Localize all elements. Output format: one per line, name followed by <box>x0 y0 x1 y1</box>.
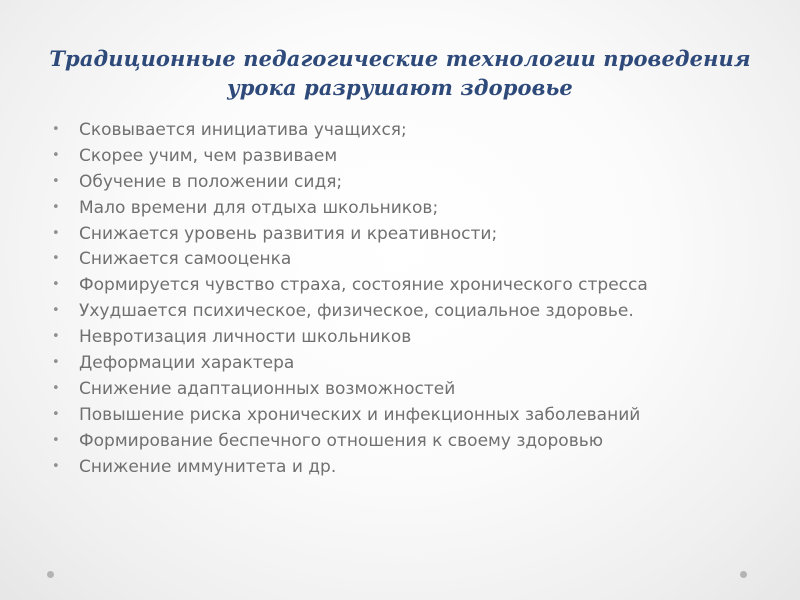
bullet-text: Обучение в положении сидя; <box>79 171 343 192</box>
bullet-item <box>52 404 752 427</box>
bullet-icon: • <box>52 122 60 137</box>
slide-title-line-2: урока разрушают здоровье <box>227 75 573 100</box>
bullet-icon: • <box>52 199 60 215</box>
bullet-item <box>52 456 752 479</box>
bullet-item <box>52 223 752 246</box>
bullet-item <box>52 274 752 297</box>
bullet-text: Повышение риска хронических и инфекционных заболеваний <box>79 404 641 425</box>
bullet-icon: • <box>52 147 60 163</box>
bullet-icon: • <box>52 458 60 474</box>
bullet-text: Деформации характера <box>79 353 295 374</box>
bullet-text: Невротизация личности школьников <box>79 327 412 348</box>
bullet-icon: • <box>52 251 60 267</box>
bullet-icon: • <box>52 225 60 241</box>
bullet-text: Скорее учим, чем развиваем <box>79 145 338 166</box>
bullet-icon: • <box>52 355 60 371</box>
bullet-item <box>52 430 752 453</box>
bullet-icon: • <box>52 303 60 319</box>
bullet-text: Снижается самооценка <box>79 249 292 270</box>
bullet-text: Снижение адаптационных возможностей <box>79 378 456 399</box>
slide-title <box>40 44 760 102</box>
bullet-item <box>52 378 752 401</box>
bullet-item <box>52 326 752 349</box>
bullet-icon: • <box>52 329 60 345</box>
bullet-item <box>52 248 752 271</box>
bullet-item <box>52 119 752 142</box>
bullet-list <box>52 119 752 481</box>
bullet-item <box>52 197 752 220</box>
bullet-text: Снижается уровень развития и креативности; <box>79 223 498 244</box>
bullet-item <box>52 145 752 168</box>
bullet-item <box>52 300 752 323</box>
bullet-text: Сковывается инициатива учащихся; <box>79 120 407 140</box>
bullet-text: Снижение иммунитета и др. <box>79 456 337 477</box>
bullet-icon: • <box>52 432 60 448</box>
corner-dot-decoration <box>47 571 54 578</box>
bullet-text: Ухудшается психическое, физическое, социальное здоровье. <box>79 301 634 322</box>
bullet-item <box>52 352 752 375</box>
bullet-text: Мало времени для отдыха школьников; <box>79 197 439 218</box>
bullet-icon: • <box>52 406 60 422</box>
bullet-text: Формирование беспечного отношения к своему здоровью <box>79 430 604 451</box>
bullet-icon: • <box>52 277 60 293</box>
corner-dot-decoration <box>740 571 747 578</box>
bullet-item <box>52 171 752 194</box>
bullet-text: Формируется чувство страха, состояние хронического стресса <box>79 275 648 296</box>
bullet-icon: • <box>52 380 60 396</box>
slide-title-line-1: Традиционные педагогические технологии проведения <box>49 46 751 71</box>
bullet-icon: • <box>52 173 60 189</box>
